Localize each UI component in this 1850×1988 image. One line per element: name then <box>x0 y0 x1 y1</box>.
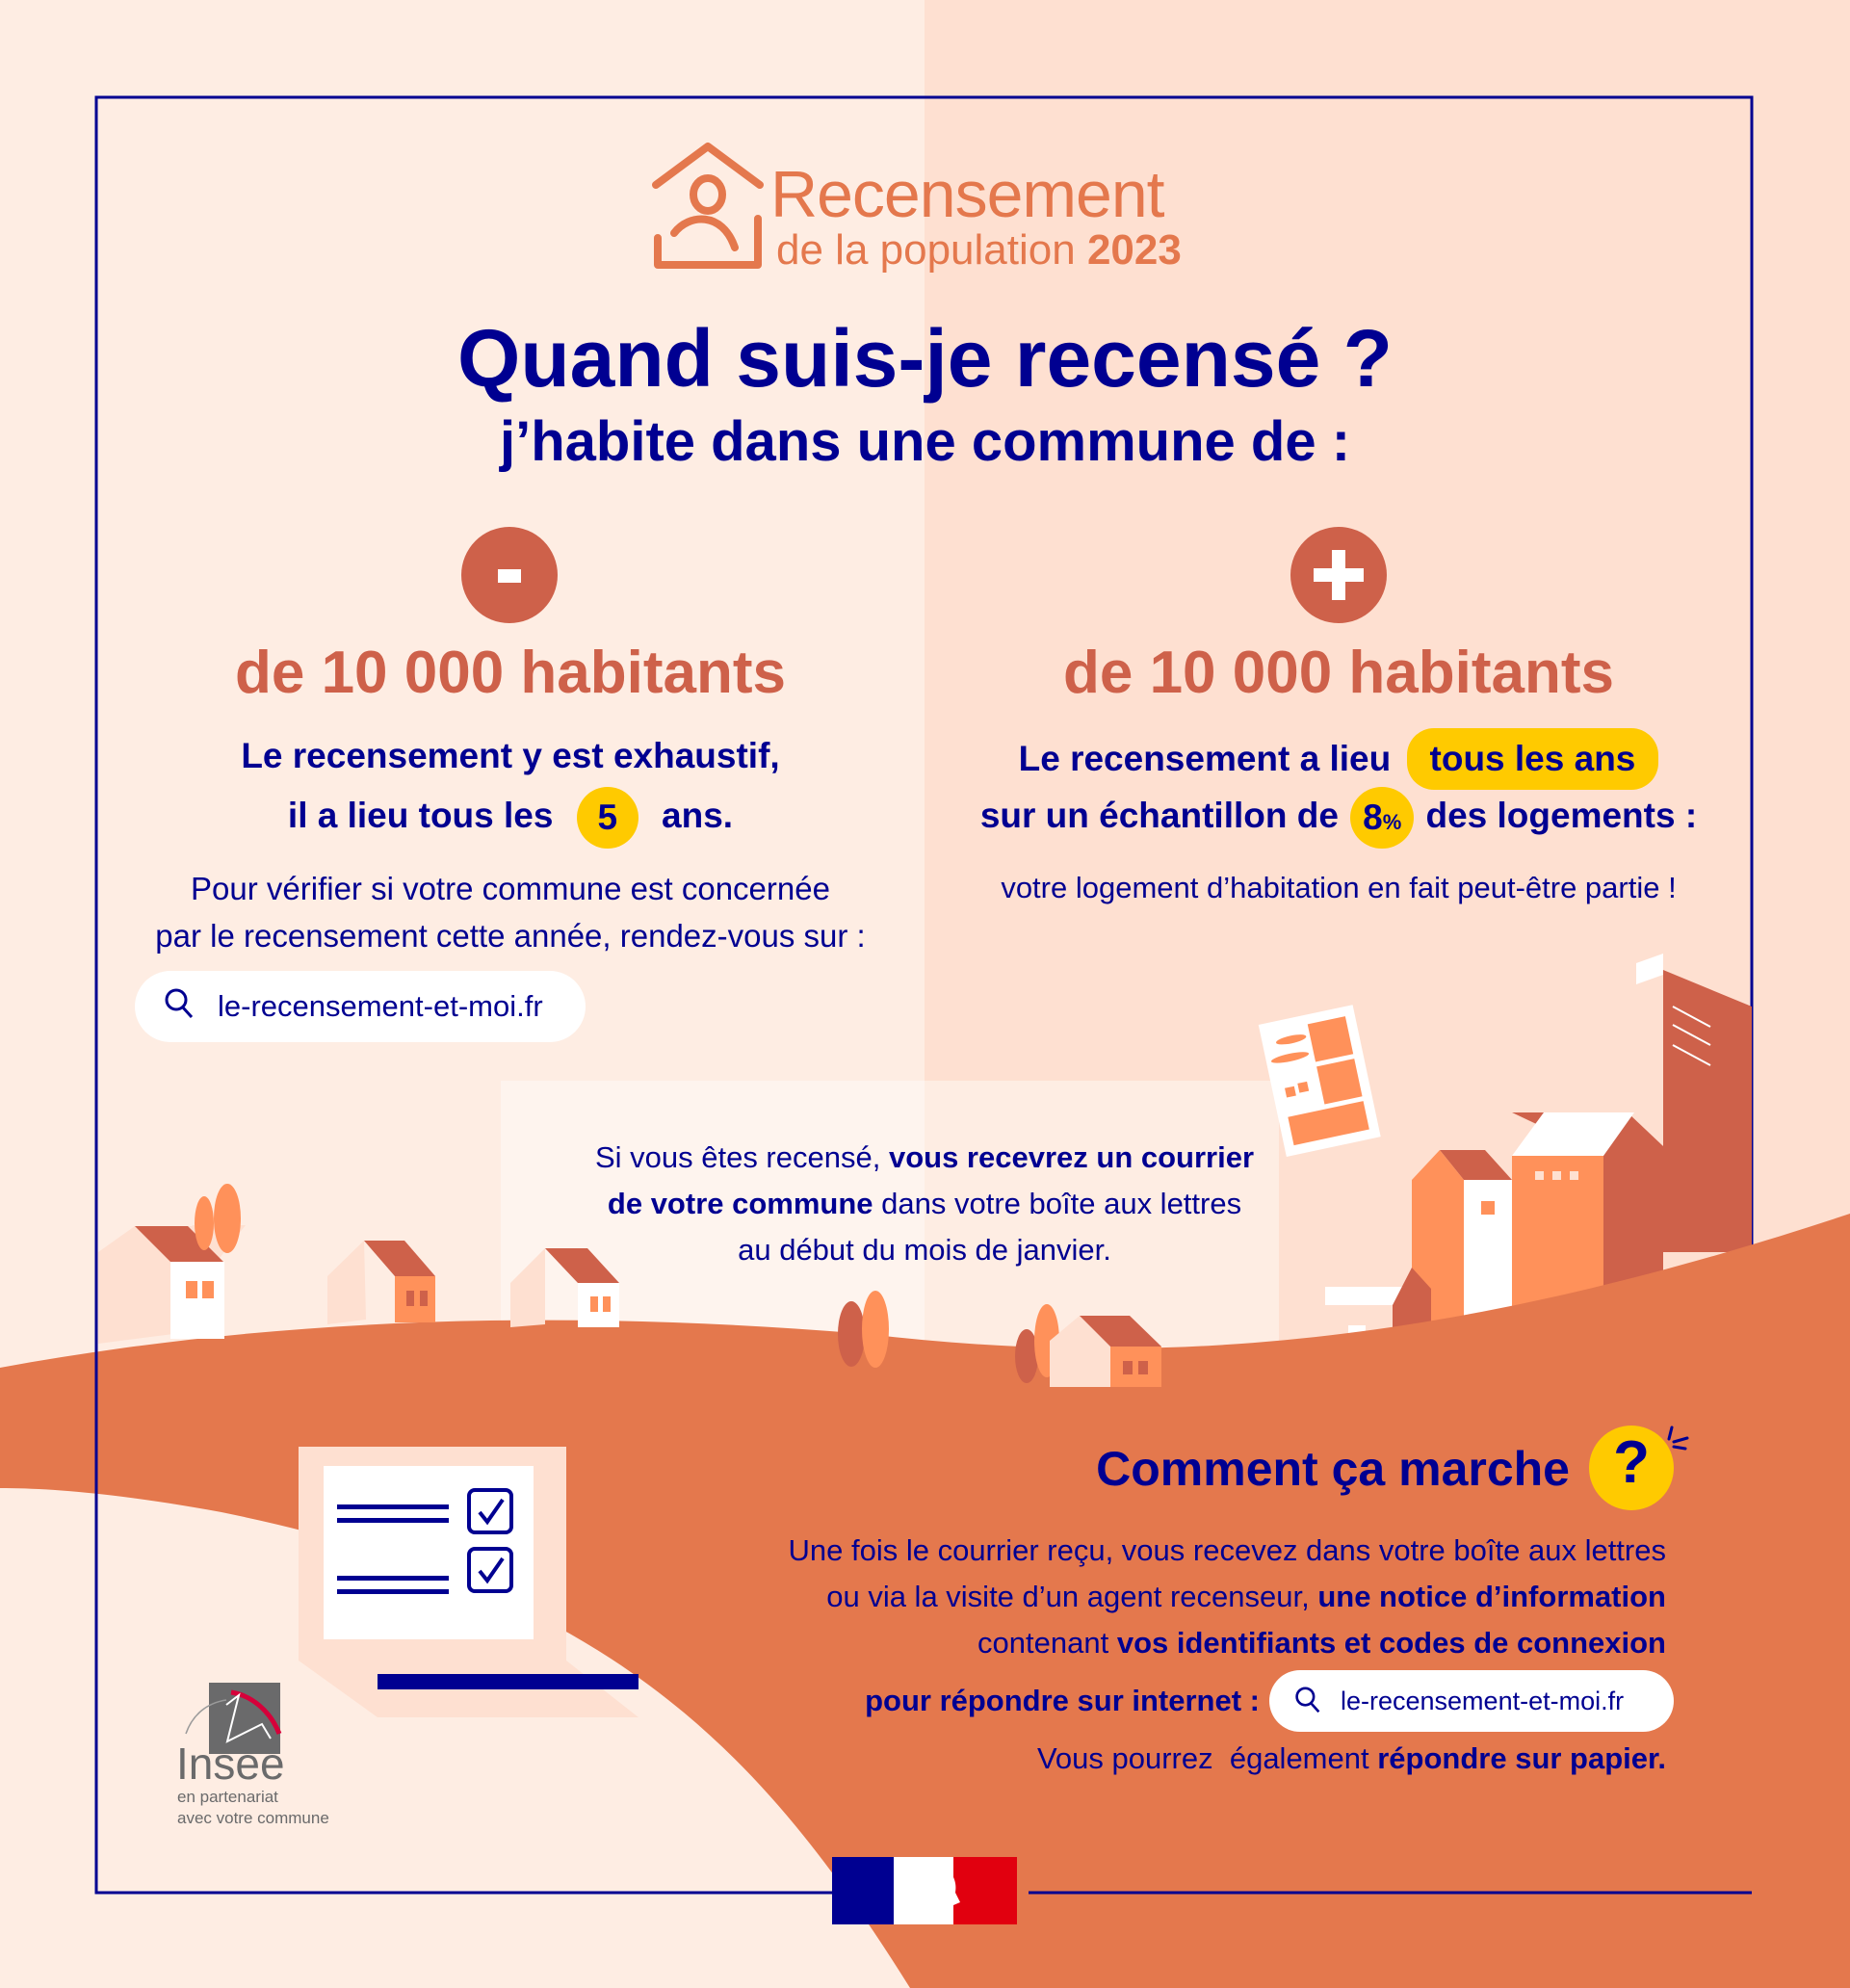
sparkle-icon <box>1666 1426 1695 1454</box>
comment-line4 <box>578 1670 1674 1732</box>
left-info-line1: Pour vérifier si votre commune est concernée <box>191 871 830 906</box>
search-link-2-text: le-recensement-et-moi.fr <box>1341 1686 1625 1715</box>
minus-icon <box>461 527 558 623</box>
left-line2-post: ans. <box>662 796 734 835</box>
question-mark: ? <box>1613 1429 1650 1496</box>
courrier-text <box>501 1135 1348 1273</box>
minus-bar <box>498 569 521 583</box>
comment-line3 <box>578 1628 1666 1658</box>
insee-partner-line2: avec votre commune <box>177 1809 329 1827</box>
comment-line4-bold: pour répondre sur internet : <box>865 1684 1260 1717</box>
courrier-line3: au début du mois de janvier. <box>738 1233 1111 1267</box>
comment-line2-bold: une notice d’information <box>1317 1580 1666 1613</box>
page-subtitle: j’habite dans une commune de : <box>499 410 1351 473</box>
logo-year: 2023 <box>1086 226 1182 274</box>
page-title: Quand suis-je recensé ? <box>456 313 1393 404</box>
search-link-1-text: le-recensement-et-moi.fr <box>218 989 543 1023</box>
search-link-2[interactable] <box>1269 1670 1674 1732</box>
plus-bar-v <box>1332 550 1345 600</box>
courrier-pre: Si vous êtes recensé, <box>594 1140 881 1174</box>
eight-num: 8 <box>1363 798 1383 838</box>
search-icon <box>1294 1686 1325 1716</box>
comment-line2-pre: ou via la visite d’un agent recenseur, <box>826 1580 1310 1613</box>
search-icon <box>164 987 202 1026</box>
left-line2-pre: il a lieu tous les <box>287 796 554 835</box>
comment-line5-bold: répondre sur papier. <box>1377 1741 1666 1775</box>
right-line1-pre: Le recensement a lieu <box>1018 739 1392 778</box>
insee-partner-line1: en partenariat <box>177 1788 278 1806</box>
courrier-bold2: de votre commune <box>607 1187 873 1220</box>
logo-subtitle <box>776 226 1182 274</box>
comment-line5 <box>578 1743 1666 1773</box>
question-icon <box>1589 1426 1674 1510</box>
house-person-icon <box>650 142 766 272</box>
plus-icon <box>1290 527 1387 623</box>
eight-percent-badge <box>1350 787 1414 849</box>
left-info-line2: par le recensement cette année, rendez-vous sur : <box>155 918 866 954</box>
percent-unit: % <box>1382 810 1402 835</box>
comment-line2 <box>578 1582 1666 1611</box>
habitants-plus: de 10 000 habitants <box>1062 640 1615 706</box>
logo-title: Recensement <box>770 158 1164 231</box>
habitants-minus: de 10 000 habitants <box>234 640 787 706</box>
comment-title: Comment ça marche <box>1096 1442 1570 1496</box>
right-line2 <box>944 785 1733 849</box>
right-info: votre logement d’habitation en fait peut-être partie ! <box>1001 871 1677 904</box>
comment-line1: Une fois le courrier reçu, vous recevez dans votre boîte aux lettres <box>788 1533 1666 1567</box>
five-badge: 5 <box>577 787 638 849</box>
marianne-logo <box>832 1857 1017 1924</box>
left-line1: Le recensement y est exhaustif, <box>241 736 780 775</box>
logo-subtitle-text: de la population <box>776 226 1076 274</box>
comment-line5-pre: Vous pourrez également <box>1036 1741 1369 1775</box>
insee-logo: Insee <box>176 1739 285 1789</box>
right-line2-post: des logements : <box>1425 796 1698 835</box>
comment-line3-pre: contenant <box>977 1626 1109 1660</box>
tous-les-ans-badge: tous les ans <box>1407 728 1659 790</box>
comment-line3-bold: vos identifiants et codes de connexion <box>1116 1626 1666 1660</box>
courrier-bold1: vous recevrez un courrier <box>888 1140 1255 1174</box>
right-line1 <box>944 728 1733 790</box>
left-line2 <box>125 785 896 849</box>
search-link-1[interactable] <box>135 971 586 1042</box>
courrier-post1: dans votre boîte aux lettres <box>881 1187 1242 1220</box>
right-line2-pre: sur un échantillon de <box>979 796 1339 835</box>
